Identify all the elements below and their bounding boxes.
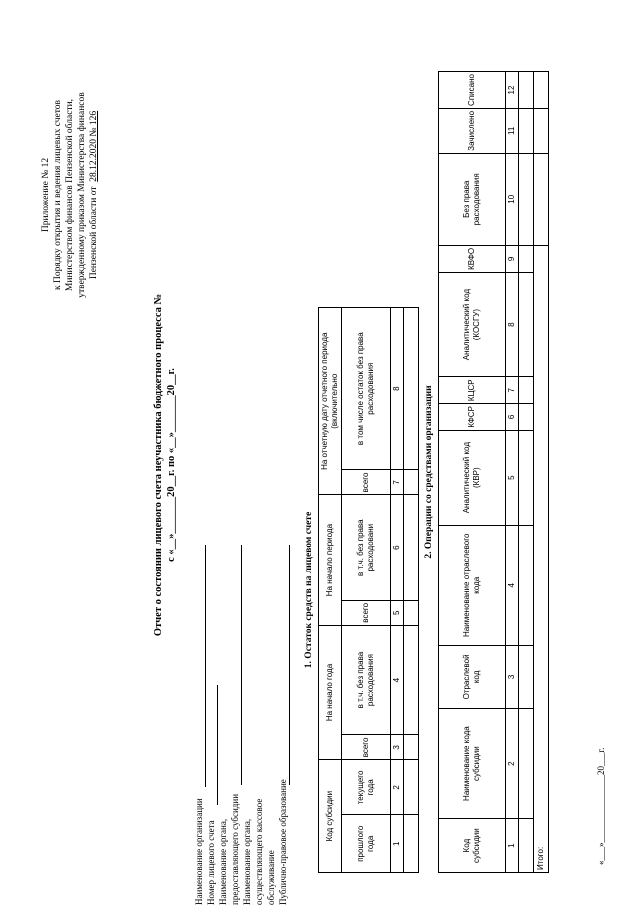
header-cell: На начало периода: [319, 495, 342, 625]
table-total-row: [534, 72, 549, 873]
table-header-row: [439, 72, 506, 873]
header-cell: КФСР: [439, 404, 506, 431]
table-cell: [519, 153, 534, 245]
field-label: Наименование организации: [194, 798, 204, 905]
number-cell: 4: [391, 625, 404, 735]
field-label: Наименование органа,: [242, 818, 252, 905]
table-header-row: [319, 308, 342, 873]
table-cell: [404, 735, 419, 760]
number-cell: 4: [506, 525, 519, 645]
header-cell: Код субсидии: [319, 760, 342, 873]
header-cell: На отчетную дату отчетного периода (включительно: [319, 308, 342, 495]
appendix-line: к Порядку открытия и ведения лицевых счетов: [53, 100, 63, 291]
number-cell: 8: [506, 272, 519, 376]
number-cell: 5: [506, 430, 519, 525]
table-cell: [404, 308, 419, 470]
header-cell: КЦСР: [439, 377, 506, 404]
header-cell: Аналитический код (КОСГУ): [439, 272, 506, 376]
number-cell: 3: [506, 645, 519, 708]
number-cell: 11: [506, 108, 519, 153]
header-cell: КВФО: [439, 245, 506, 272]
table-row: [404, 308, 419, 873]
table-row: [519, 72, 534, 873]
appendix-line: Министерством финансов Пензенской области,: [65, 98, 75, 292]
header-cell: прошлого года: [342, 815, 391, 873]
table-cell: [519, 645, 534, 708]
report-title: Отчет о состоянии лицевого счета неучастника бюджетного процесса №: [153, 293, 164, 637]
table-cell: [534, 72, 549, 109]
balance-table: [318, 307, 419, 873]
field-label: Номер лицевого счета: [206, 820, 216, 905]
header-cell: всего: [342, 735, 391, 760]
table-cell: [519, 525, 534, 645]
number-cell: 1: [391, 815, 404, 873]
number-cell: 1: [506, 819, 519, 873]
field-label: Наименование органа,: [218, 818, 228, 905]
appendix-line: утвержденному приказом Министерства финансов: [77, 92, 87, 298]
appendix-line: [88, 45, 100, 345]
table-cell: [519, 430, 534, 525]
header-cell: Код субсидии: [439, 819, 506, 873]
total-label: Итого:: [534, 245, 549, 872]
table-cell: [519, 404, 534, 431]
field-label: обслуживание: [266, 850, 276, 905]
header-cell: Списано: [439, 72, 506, 109]
field-line: [205, 545, 206, 787]
header-cell: в т.ч. без права расходовани: [342, 495, 391, 600]
field-label: Публично-правовое образование: [278, 779, 288, 905]
number-cell: 7: [391, 470, 404, 495]
number-cell: 12: [506, 72, 519, 109]
number-cell: 8: [391, 308, 404, 470]
table-cell: [534, 153, 549, 245]
header-cell: Наименование отраслевого кода: [439, 525, 506, 645]
table-cell: [519, 72, 534, 109]
section1-title: 1. Остаток средств на лицевом счете: [304, 511, 314, 669]
header-cell: Аналитический код (КВР): [439, 430, 506, 525]
number-cell: 2: [391, 760, 404, 815]
field-line: [217, 685, 218, 805]
field-label: предоставляющего субсидии: [230, 793, 240, 905]
header-cell: в т.ч. без права расходования: [342, 625, 391, 735]
header-cell: в том числе остаток без права расходования: [342, 308, 391, 470]
number-cell: 10: [506, 153, 519, 245]
header-cell: текущего года: [342, 760, 391, 815]
header-cell: Зачислено: [439, 108, 506, 153]
appendix-date: 28.12.2020 № 126: [89, 110, 99, 182]
table-number-row: [506, 72, 519, 873]
section2-title: 2. Операции со средствами организации: [424, 385, 434, 559]
header-cell: Наименование кода субсидии: [439, 708, 506, 818]
header-cell: Отраслевой код: [439, 645, 506, 708]
header-cell: всего: [342, 600, 391, 625]
number-cell: 3: [391, 735, 404, 760]
table-cell: [534, 108, 549, 153]
field-line: [289, 545, 290, 785]
table-cell: [404, 815, 419, 873]
signature-date: «___»_______________20___г.: [596, 747, 606, 865]
table-cell: [519, 272, 534, 376]
table-cell: [519, 245, 534, 272]
number-cell: 6: [506, 404, 519, 431]
number-cell: 2: [506, 708, 519, 818]
table-cell: [519, 108, 534, 153]
table-cell: [404, 470, 419, 495]
table-number-row: [391, 308, 404, 873]
table-cell: [404, 495, 419, 600]
table-cell: [404, 760, 419, 815]
operations-table: [438, 71, 549, 873]
header-cell: На начало года: [319, 625, 342, 760]
table-cell: [519, 819, 534, 873]
number-cell: 6: [391, 495, 404, 600]
appendix-prefix: Пензенской области от: [89, 186, 99, 280]
number-cell: 5: [391, 600, 404, 625]
table-cell: [519, 708, 534, 818]
field-label: осуществляющего кассовое: [254, 798, 264, 905]
header-cell: Без права расходования: [439, 153, 506, 245]
table-cell: [404, 625, 419, 735]
field-line: [241, 545, 242, 785]
report-period: с «__»_______20__г. по «__»_______20__г.: [166, 368, 177, 562]
table-cell: [519, 377, 534, 404]
number-cell: 9: [506, 245, 519, 272]
appendix-block: [40, 45, 100, 345]
header-cell: всего: [342, 470, 391, 495]
number-cell: 7: [506, 377, 519, 404]
table-cell: [404, 600, 419, 625]
appendix-line: Приложение № 12: [41, 157, 51, 233]
table-header-row: [342, 308, 391, 873]
